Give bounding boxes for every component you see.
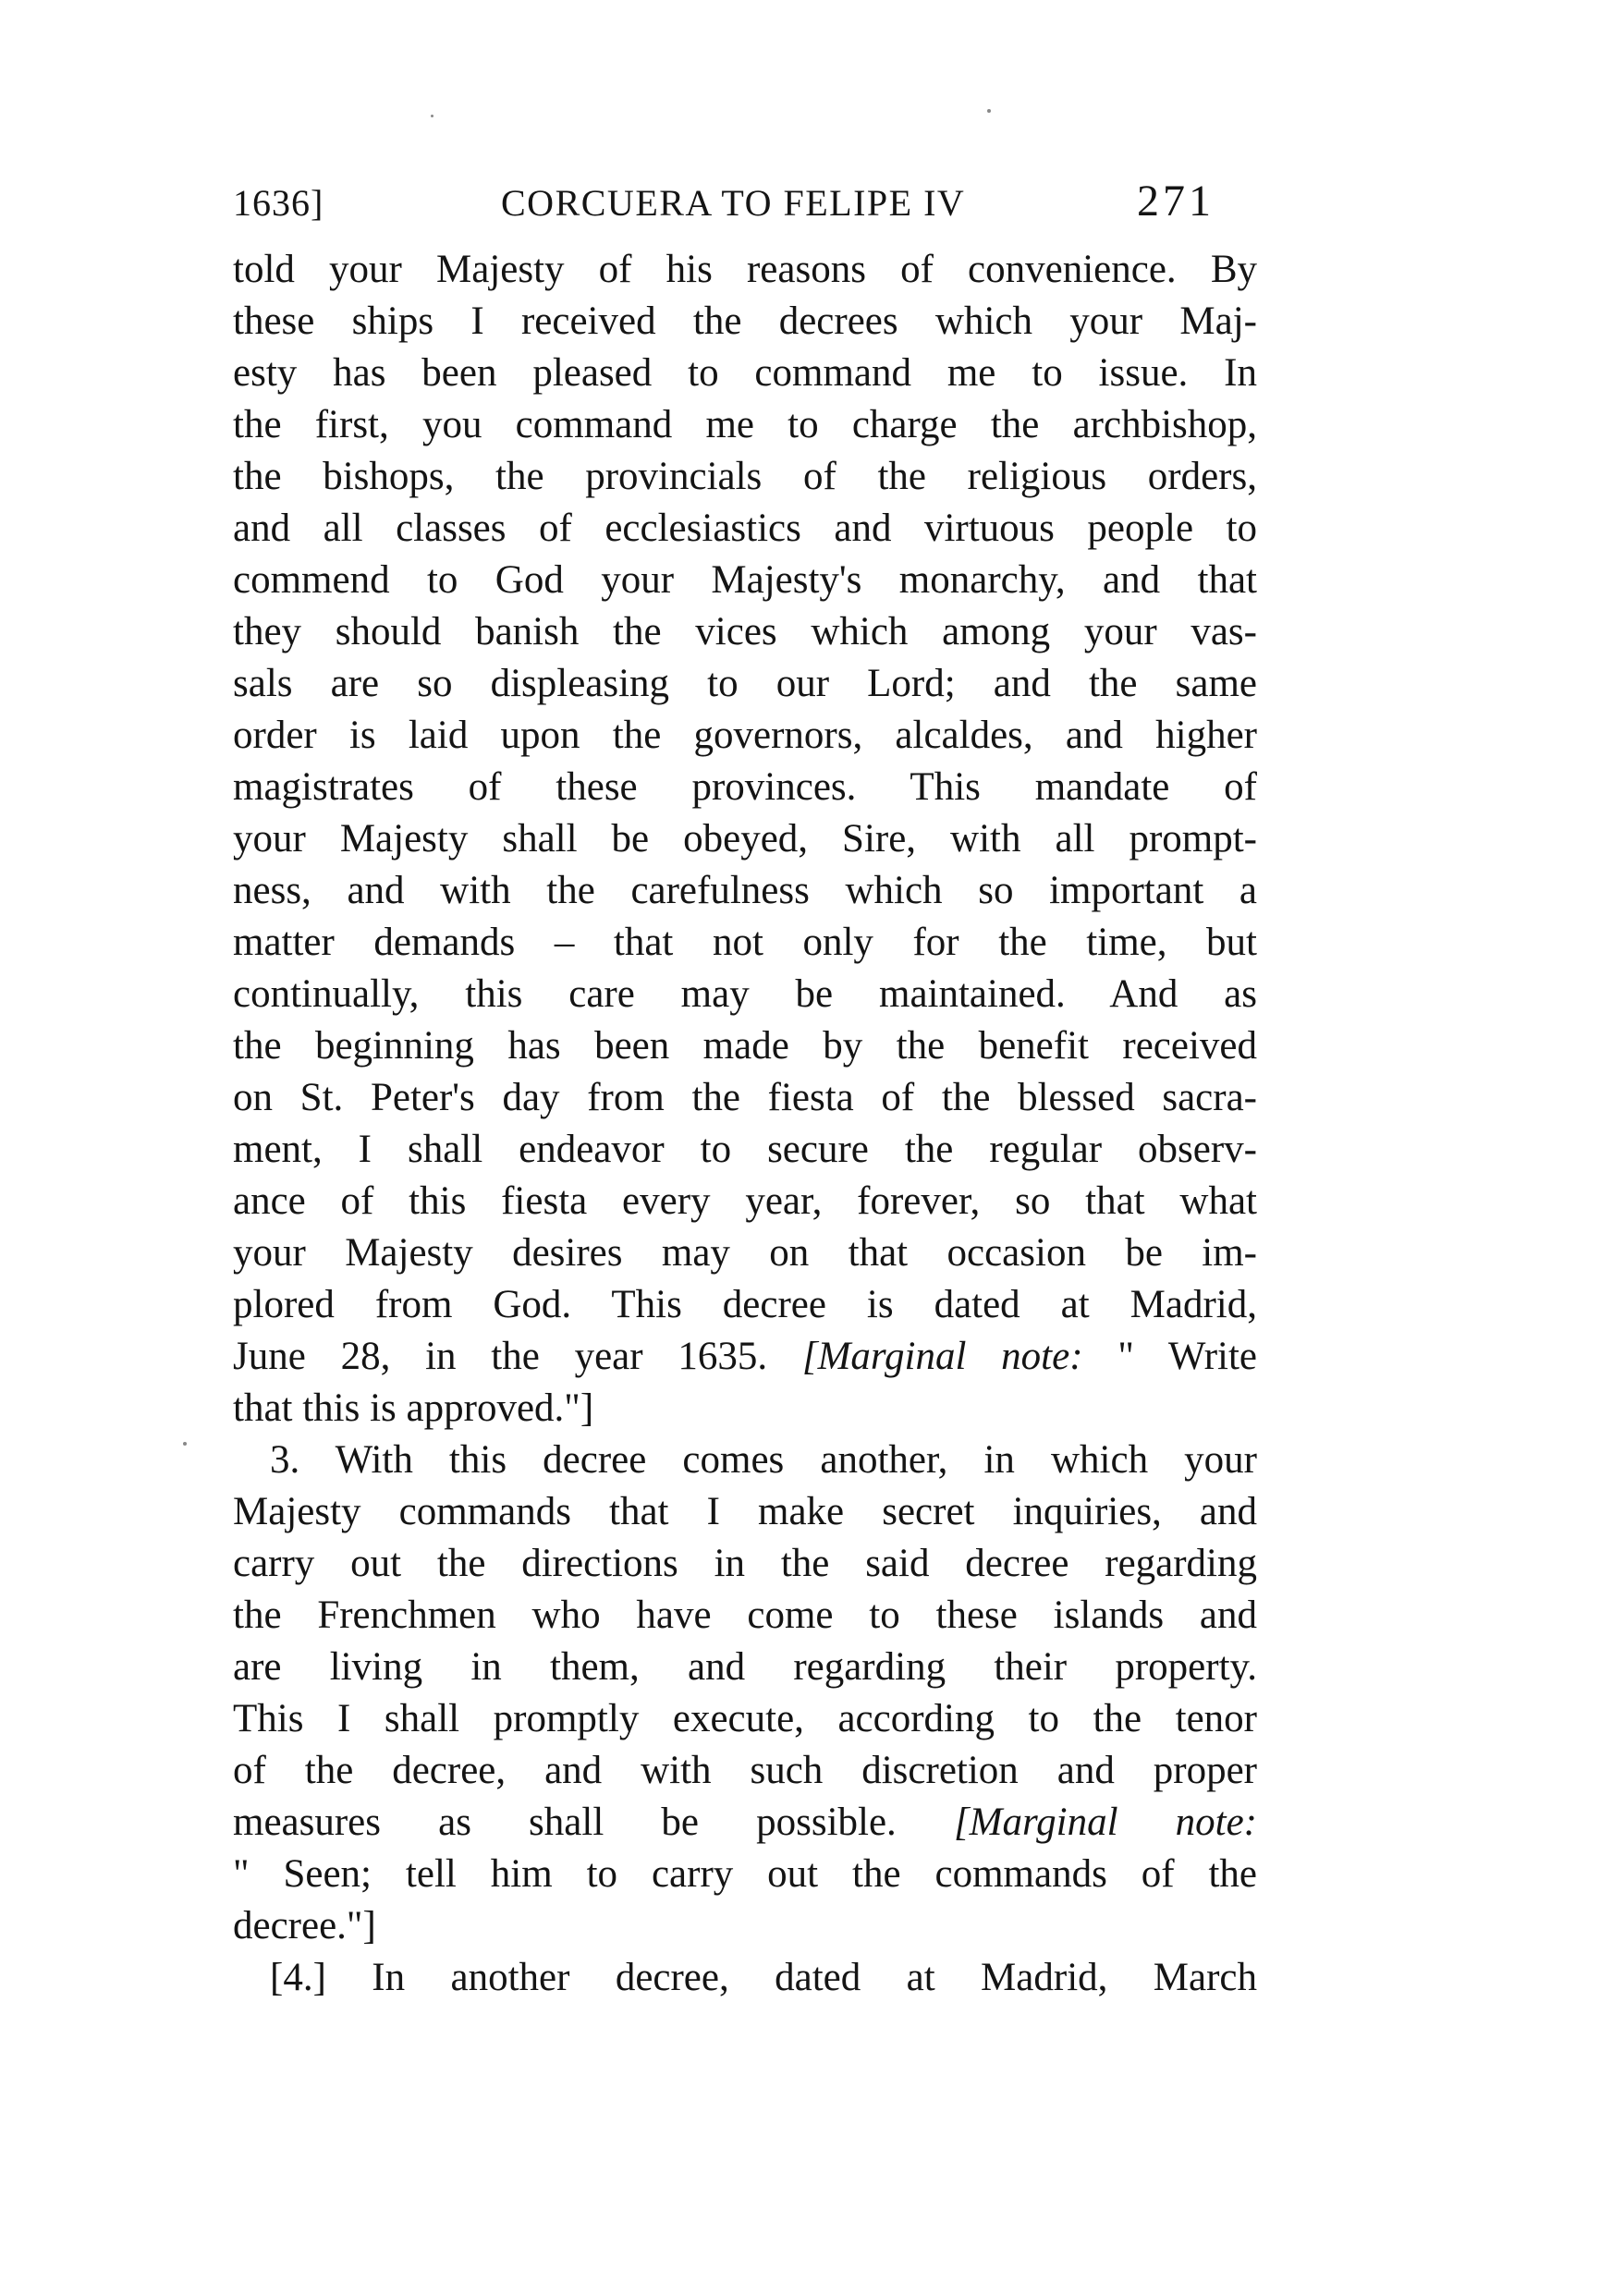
text-segment: June 28, in the year 1635. [233,1335,768,1378]
text-line [233,1797,1257,1849]
text-line: plored from God. This decree is dated at Madrid, [233,1283,1257,1326]
text-line: commend to God your Majesty's monarchy, and that [233,558,1257,602]
running-head [233,177,1259,237]
marginal-note-label: [Marginal note: [801,1335,1083,1378]
text-line: ment, I shall endeavor to secure the regular observ- [233,1128,1257,1171]
text-line: on St. Peter's day from the fiesta of the blessed sacra- [233,1076,1257,1119]
text-line: This I shall promptly execute, according to the tenor [233,1697,1257,1740]
text-line: continually, this care may be maintained. And as [233,972,1257,1016]
header-year: 1636] [233,182,324,224]
text-line: Majesty commands that I make secret inquiries, and [233,1490,1257,1533]
text-line: ness, and with the carefulness which so important a [233,869,1257,912]
text-line: are living in them, and regarding their property. [233,1645,1257,1689]
text-line: that this is approved."] [233,1386,594,1430]
text-line: " Seen; tell him to carry out the commands of the [233,1852,1257,1896]
paragraph-start-line: 3. With this decree comes another, in which your [270,1438,1257,1482]
print-speck [183,1442,187,1446]
print-speck [987,109,991,113]
body-text [233,244,1257,2004]
text-line: the bishops, the provincials of the religious orders, [233,455,1257,498]
header-title: CORCUERA TO FELIPE IV [501,182,966,224]
text-line: esty has been pleased to command me to issue. In [233,351,1257,395]
text-line: sals are so displeasing to our Lord; and the same [233,662,1257,705]
text-segment: " Write [1117,1335,1258,1378]
text-line: your Majesty shall be obeyed, Sire, with all prompt- [233,817,1257,861]
text-segment: measures as shall be possible. [233,1801,897,1844]
text-line: they should banish the vices which among your vas- [233,610,1257,653]
page-number: 271 [1137,177,1215,226]
text-line: order is laid upon the governors, alcaldes, and higher [233,714,1257,757]
text-line: of the decree, and with such discretion and proper [233,1749,1257,1792]
text-line [233,1331,1257,1383]
text-line: the beginning has been made by the benefit received [233,1024,1257,1068]
text-line: carry out the directions in the said decree regarding [233,1542,1257,1585]
marginal-note-label: [Marginal note: [953,1801,1257,1844]
text-line: ance of this fiesta every year, forever, so that what [233,1179,1257,1223]
text-line: and all classes of ecclesiastics and virtuous people to [233,507,1257,550]
text-line: your Majesty desires may on that occasion be im- [233,1231,1257,1275]
text-line: these ships I received the decrees which your Maj- [233,299,1257,343]
text-line: told your Majesty of his reasons of convenience. By [233,248,1257,291]
text-line: decree."] [233,1904,376,1947]
text-line: the Frenchmen who have come to these islands and [233,1593,1257,1637]
text-line: matter demands – that not only for the time, but [233,921,1257,964]
text-line: magistrates of these provinces. This mandate of [233,765,1257,809]
paragraph-start-line: [4.] In another decree, dated at Madrid, March [270,1956,1257,1999]
print-speck [431,115,433,117]
text-line: the first, you command me to charge the archbishop, [233,403,1257,446]
